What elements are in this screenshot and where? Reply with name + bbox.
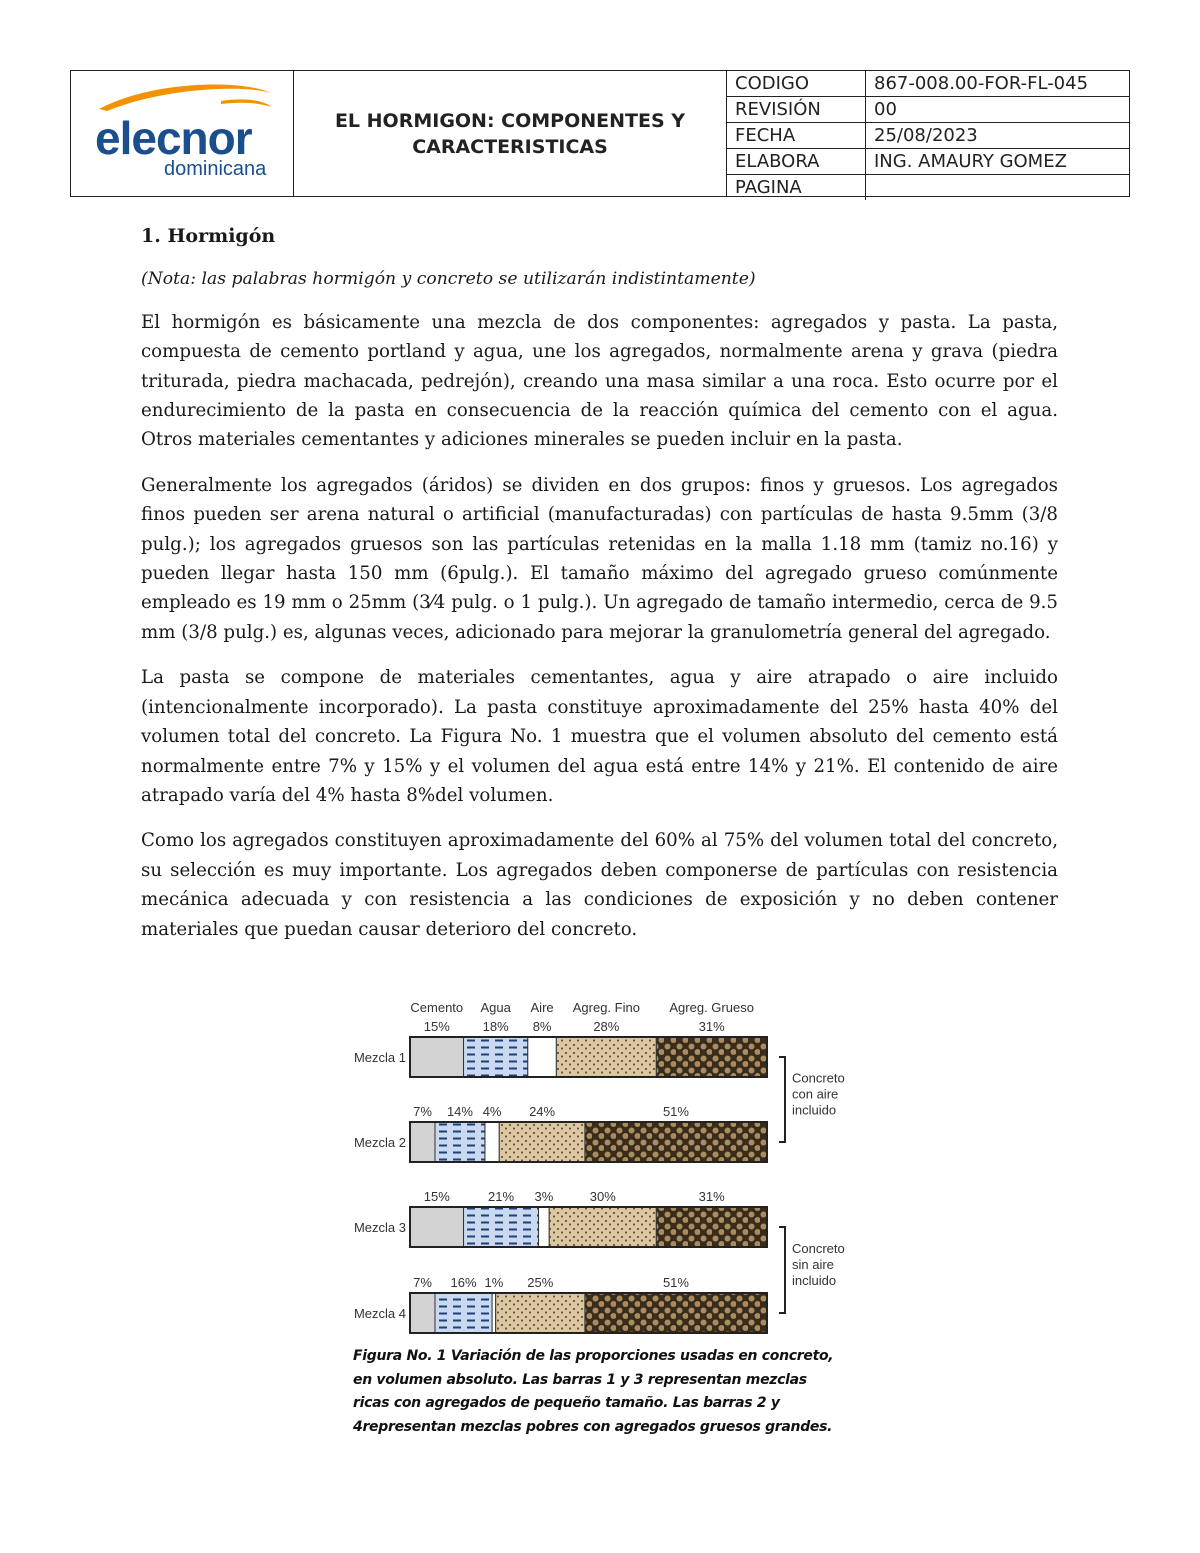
mix-label: Mezcla 2 (353, 1135, 406, 1150)
segment-value-label: 25% (527, 1275, 554, 1290)
meta-value: ING. AMAURY GOMEZ (866, 149, 1130, 175)
group-label: Concreto (792, 1070, 845, 1086)
segment-value-label: 51% (662, 1275, 689, 1290)
concrete-proportions-chart (340, 995, 870, 1340)
bar-segment-cemento (410, 1293, 435, 1333)
meta-value: 25/08/2023 (866, 123, 1130, 149)
segment-value-label: 7% (413, 1275, 432, 1290)
meta-key: ELABORA (727, 149, 866, 175)
segment-value-label: 1% (484, 1275, 504, 1290)
meta-key: PAGINA (727, 175, 866, 201)
logo-cell (71, 71, 294, 196)
segment-value-label: 7% (413, 1104, 432, 1119)
section-note: (Nota: las palabras hormigón y concreto se utilizarán indistintamente) (141, 269, 756, 290)
group-label: con aire (792, 1086, 839, 1102)
meta-key: REVISIÓN (727, 97, 866, 123)
group-label: sin aire (792, 1257, 834, 1272)
bar-segment-agreg-fino (496, 1293, 585, 1333)
paragraph: Generalmente los agregados (áridos) se dividen en dos grupos: finos y gruesos. Los agregados finos pueden ser arena natural o artificial (manufacturadas) con partículas de hasta 9.5mm (3/8 pulg.); los agregados gruesos son las partículas retenidas en la malla 1.18 mm (tamiz no.16) y pueden llegar hasta 150 mm (6pulg.). El tamaño máximo del agregado grueso comúnmente empleado es 19 mm o 25mm (3⁄4 pulg. o 1 pulg.). Un agregado de tamaño intermedio, cerca de 9.5 mm (3/8 pulg.) es, algunas veces, adicionado para mejorar la granulometría general del agregado. (141, 474, 1058, 643)
meta-row (727, 97, 1129, 123)
paragraph: La pasta se compone de materiales cementantes, agua y aire atrapado o aire incluido (intencionalmente incorporado). La pasta constituye aproximadamente del 25% hasta 40% del volumen total del concreto. La Figura No. 1 muestra que el volumen absoluto del cemento está normalmente entre 7% y 15% y el volumen del agua está entre 14% y 21%. El contenido de aire atrapado varía del 4% hasta 8%del volumen. (141, 667, 1058, 806)
segment-value-label: 31% (698, 1189, 725, 1204)
document-body (141, 222, 1058, 960)
document-header (70, 70, 1130, 197)
document-meta-table (727, 71, 1129, 200)
group-label: Concreto (792, 1241, 845, 1256)
segment-value-label: 14% (446, 1104, 473, 1119)
meta-row (727, 175, 1129, 201)
group-bracket (779, 1057, 785, 1142)
bar-segment-aire (539, 1207, 550, 1247)
group-bracket (779, 1227, 785, 1313)
section-title: 1. Hormigón (141, 225, 276, 247)
component-header: Agreg. Grueso (669, 1000, 754, 1015)
meta-row (727, 71, 1129, 97)
paragraph: Como los agregados constituyen aproximadamente del 60% al 75% del volumen total del concreto, su selección es muy importante. Los agregados deben componerse de partículas con resistencia mecánica adecuada y con resistencia a las condiciones de exposición y no deben contener materiales que puedan causar deterioro del concreto. (141, 830, 1058, 940)
segment-value-label: 31% (698, 1019, 725, 1034)
segment-value-label: 18% (482, 1019, 509, 1034)
bar-segment-agreg-grueso (656, 1207, 767, 1247)
meta-key: FECHA (727, 123, 866, 149)
group-label: incluido (792, 1102, 837, 1118)
bar-segment-agreg-fino (499, 1122, 585, 1162)
mix-label: Mezcla 4 (353, 1306, 406, 1321)
segment-value-label: 4% (482, 1104, 502, 1119)
segment-value-label: 8% (532, 1019, 552, 1034)
segment-value-label: 30% (589, 1189, 616, 1204)
logo-brand: elecnor (95, 112, 252, 164)
bar-segment-agreg-grueso (585, 1122, 767, 1162)
title-line-1: EL HORMIGON: COMPONENTES Y (334, 109, 686, 132)
bar-segment-agreg-grueso (585, 1293, 767, 1333)
bar-segment-agua (464, 1037, 528, 1077)
paragraph: El hormigón es básicamente una mezcla de dos componentes: agregados y pasta. La pasta, compuesta de cemento portland y agua, une los agregados, normalmente arena y grava (piedra triturada, piedra machacada, pedrejón), creando una masa similar a una roca. Esto ocurre por el endurecimiento de la pasta en consecuencia de la reacción química del cemento con el agua. Otros materiales cementantes y adiciones minerales se pueden incluir en la pasta. (141, 311, 1058, 451)
bar-segment-aire (492, 1293, 496, 1333)
segment-value-label: 3% (534, 1189, 554, 1204)
segment-value-label: 16% (450, 1275, 477, 1290)
bar-segment-agreg-grueso (656, 1037, 767, 1077)
meta-key: CODIGO (727, 71, 866, 97)
bar-segment-agreg-fino (556, 1037, 656, 1077)
bar-segment-agua (464, 1207, 539, 1247)
logo-subtitle: dominicana (164, 158, 267, 180)
meta-value: 867-008.00-FOR-FL-045 (866, 71, 1130, 97)
bar-segment-cemento (410, 1122, 435, 1162)
bar-segment-aire (528, 1037, 557, 1077)
mix-label: Mezcla 3 (353, 1220, 406, 1235)
meta-row (727, 123, 1129, 149)
segment-value-label: 21% (488, 1189, 515, 1204)
component-header: Aire (530, 1000, 554, 1015)
figure-caption: Figura No. 1 Variación de las proporciones usadas en concreto, en volumen absoluto. Las barras 1 y 3 representan mezclas ricas con agregados de pequeño tamaño. Las barras 2 y 4representan mezclas pobres con agregados gruesos grandes. (353, 1348, 834, 1435)
component-header: Agreg. Fino (572, 1000, 640, 1015)
component-header: Cemento (410, 1000, 464, 1015)
group-label: incluido (792, 1273, 837, 1288)
title-line-2: CARACTERISTICAS (412, 135, 608, 158)
segment-value-label: 15% (423, 1019, 450, 1034)
bar-segment-agua (435, 1293, 492, 1333)
bar-segment-aire (485, 1122, 499, 1162)
bar-segment-cemento (410, 1037, 464, 1077)
segment-value-label: 51% (662, 1104, 689, 1119)
mix-label: Mezcla 1 (353, 1050, 406, 1065)
meta-value (866, 175, 1130, 201)
meta-value: 00 (866, 97, 1130, 123)
meta-row (727, 149, 1129, 175)
bar-segment-agua (435, 1122, 485, 1162)
segment-value-label: 15% (423, 1189, 450, 1204)
bar-segment-agreg-fino (549, 1207, 656, 1247)
segment-value-label: 28% (593, 1019, 620, 1034)
component-header: Agua (480, 1000, 511, 1015)
segment-value-label: 24% (529, 1104, 556, 1119)
document-title (294, 71, 727, 196)
bar-segment-cemento (410, 1207, 464, 1247)
